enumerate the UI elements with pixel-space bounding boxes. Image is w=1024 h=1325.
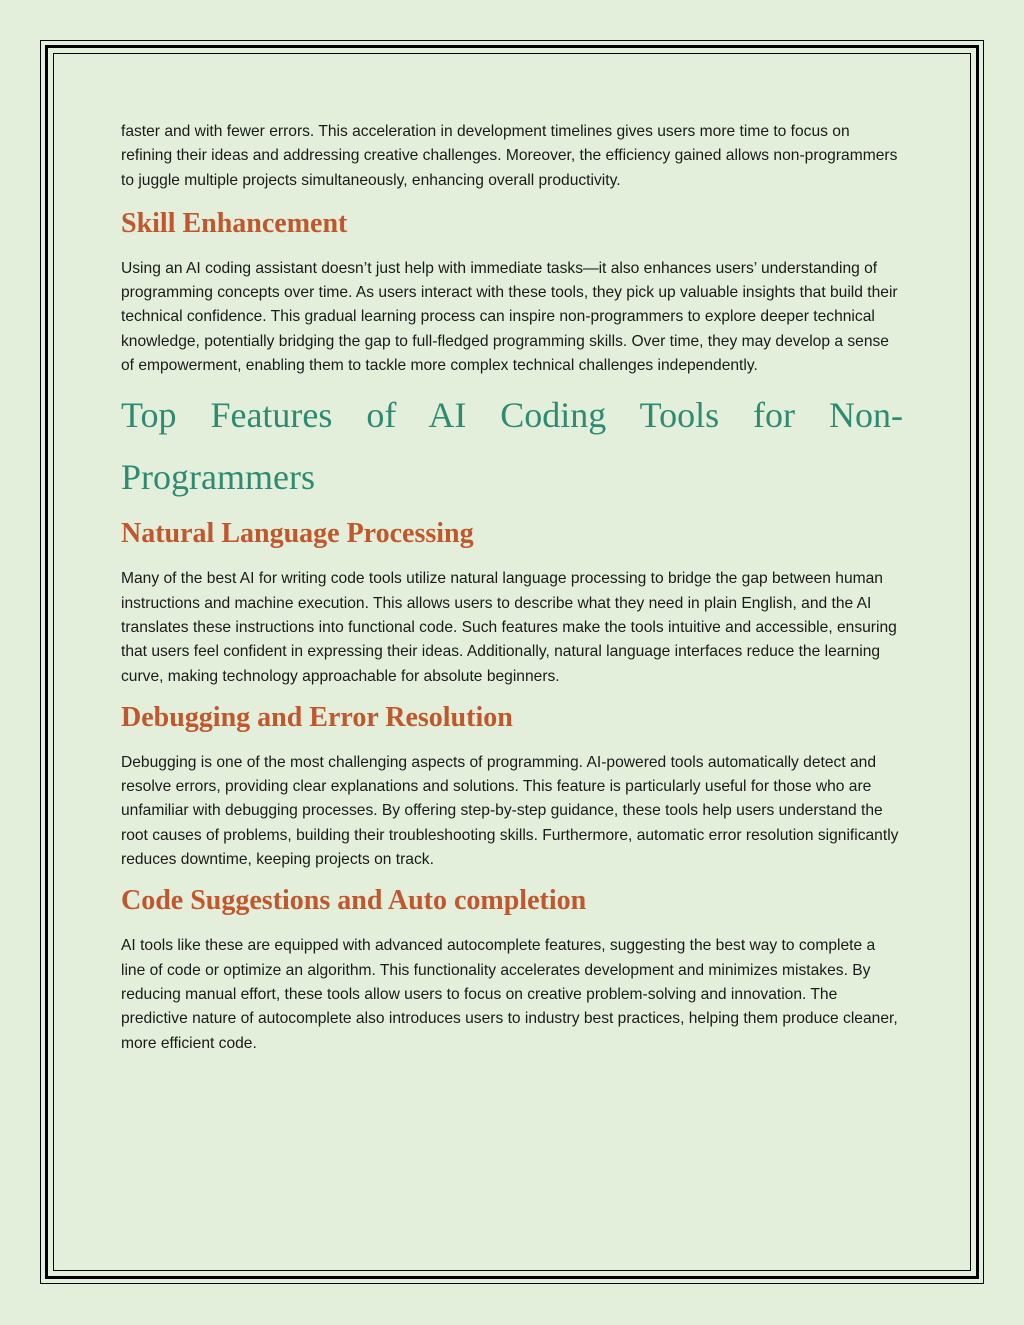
debugging-heading: Debugging and Error Resolution (121, 701, 513, 733)
code-suggestions-paragraph: AI tools like these are equipped with advanced autocomplete features, suggesting the best way to complete a line of code or optimize an algorithm. This functionality accelerates development and minimizes mistakes. By reducing manual effort, these tools allow users to focus on creative problem-solving and innovation. The predictive nature of autocomplete also introduces users to industry best practices, helping them produce cleaner, more efficient code. (121, 937, 898, 1052)
nlp-heading: Natural Language Processing (121, 518, 474, 550)
nlp-paragraph: Many of the best AI for writing code tools utilize natural language processing to bridge the gap between human instructions and machine execution. This allows users to describe what they need in plain English, and the AI translates these instructions into functional code. Such features make the tools intuitive and accessible, ensuring that users feel confident in expressing their ideas. Additionally, natural language interfaces reduce the learning curve, making technology approachable for absolute beginners. (121, 570, 897, 685)
code-suggestions-heading: Code Suggestions and Auto completion (121, 885, 587, 917)
debugging-paragraph: Debugging is one of the most challenging aspects of programming. AI-powered tools automatically detect and resolve errors, providing clear explanations and solutions. This feature is particularly useful for those who are unfamiliar with debugging processes. By offering step-by-step guidance, these tools help users understand the root causes of problems, building their troubleshooting skills. Furthermore, automatic error resolution significantly reduces downtime, keeping projects on track. (121, 753, 899, 869)
intro-paragraph: faster and with fewer errors. This acceleration in development timelines gives users more time to focus on refining their ideas and addressing creative challenges. Moreover, the efficiency gained allows non-programmers to juggle multiple projects simultaneously, enhancing overall productivity. (121, 123, 898, 189)
skill-enhancement-paragraph: Using an AI coding assistant doesn’t just help with immediate tasks—it also enhances users’ understanding of programming concepts over time. As users interact with these tools, they pick up valuable insights that build their technical confidence. This gradual learning process can inspire non-programmers to explore deeper technical knowledge, potentially bridging the gap to full-fledged programming skills. Over time, they may develop a sense of empowerment, enabling them to tackle more complex technical challenges independently. (121, 259, 898, 375)
document-content (121, 120, 903, 1056)
top-features-heading: Top Features of AI Coding Tools for Non-Programmers (121, 395, 903, 498)
skill-enhancement-heading: Skill Enhancement (121, 207, 348, 239)
